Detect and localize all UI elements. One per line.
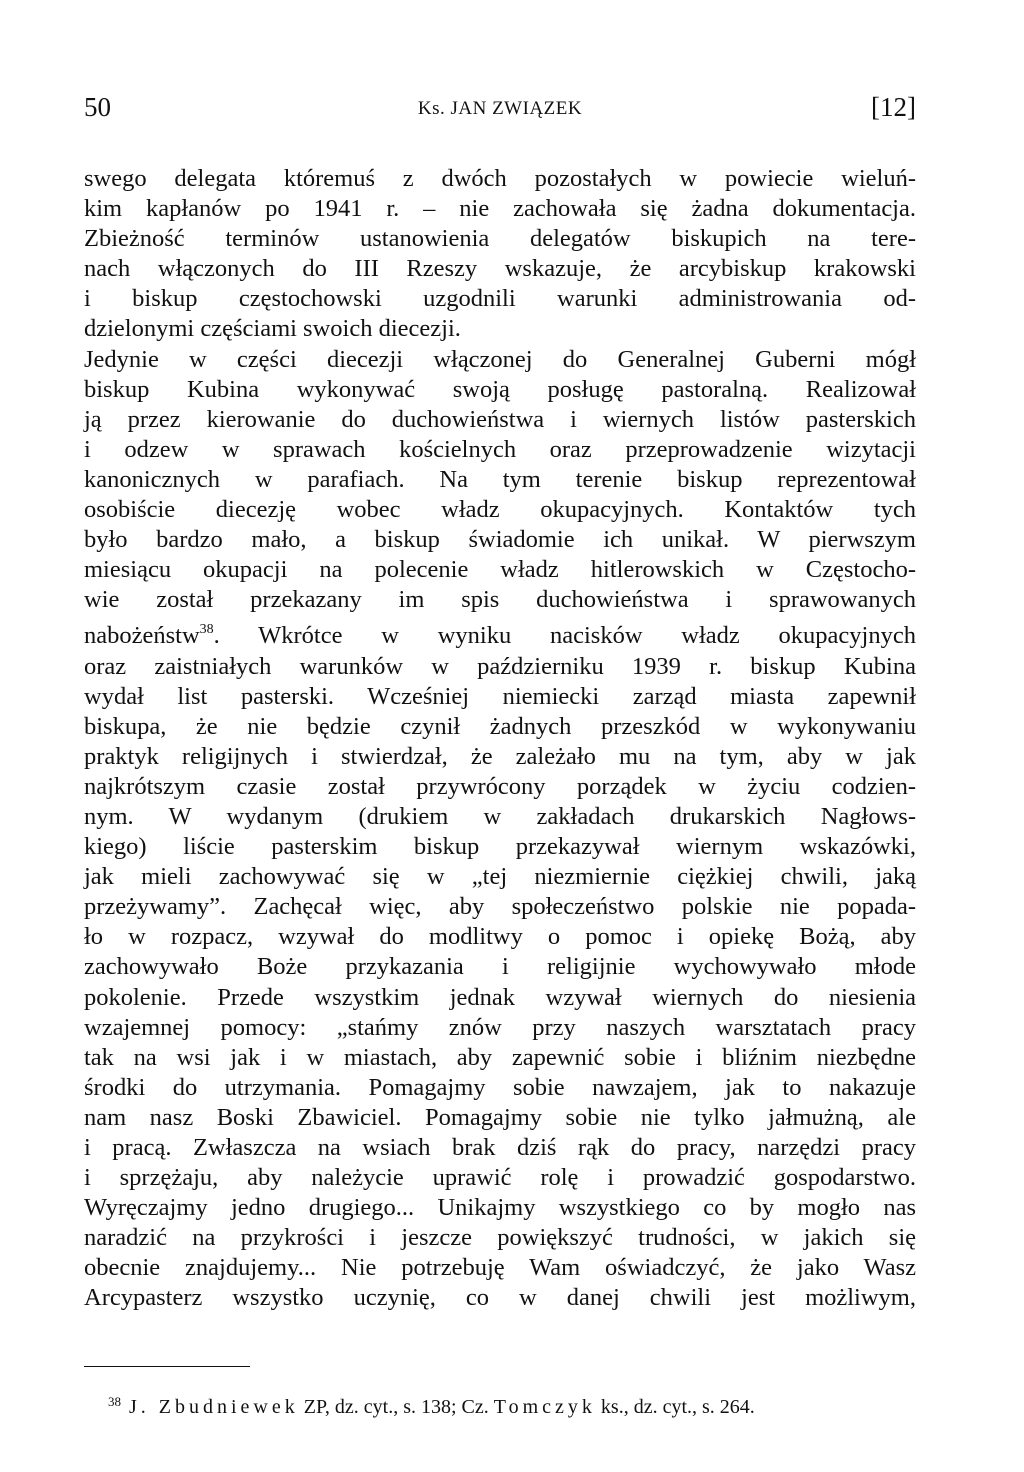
text-line: biskup Kubina wykonywać swoją posługę pastoralną. Realizował <box>84 375 916 403</box>
footnote <box>108 1390 916 1419</box>
text-line: nach włączonych do III Rzeszy wskazuje, że arcybiskup krakowski <box>84 255 916 283</box>
footnote-text: ZP, dz. cyt., s. 138; Cz. <box>298 1396 494 1418</box>
text-line: biskupa, że nie będzie czynił żadnych przeszkód w wykonywaniu <box>84 712 916 740</box>
text-line: i sprzężaju, aby należycie uprawić rolę i prowadzić gospodarstwo. <box>84 1164 916 1192</box>
text-fragment: nabożeństw <box>84 622 200 650</box>
running-header <box>84 92 916 132</box>
footnote-text: ks., dz. cyt., s. 264. <box>595 1396 755 1418</box>
body-text <box>84 164 916 1314</box>
text-line: było bardzo mało, a biskup świadomie ich unikał. W pierwszym <box>84 526 916 554</box>
text-line: Arcypasterz wszystko uczynię, co w danej chwili jest możliwym, <box>84 1284 916 1312</box>
text-line: ją przez kierowanie do duchowieństwa i wiernych listów pasterskich <box>84 405 916 433</box>
section-reference: [12] <box>871 92 916 122</box>
text-line: jak mieli zachowywać się w „tej niezmiernie ciężkiej chwili, jaką <box>84 863 916 891</box>
footnote-divider <box>84 1366 250 1367</box>
text-line: nam nasz Boski Zbawiciel. Pomagajmy sobie nie tylko jałmużną, ale <box>84 1103 916 1131</box>
footnote-number: 38 <box>108 1394 121 1409</box>
text-line: kim kapłanów po 1941 r. – nie zachowała się żadna dokumentacja. <box>84 195 916 223</box>
text-line: najkrótszym czasie został przywrócony porządek w życiu codzien- <box>84 772 916 800</box>
text-line: pokolenie. Przede wszystkim jednak wzywał wiernych do niesienia <box>84 983 916 1011</box>
text-line: swego delegata któremuś z dwóch pozostałych w powiecie wieluń- <box>84 165 916 192</box>
text-line: Zbieżność terminów ustanowienia delegatów biskupich na tere- <box>84 225 916 253</box>
text-line: wie został przekazany im spis duchowieństwa i sprawowanych <box>84 586 916 614</box>
footnote-reference: 38 <box>199 622 214 638</box>
text-line: kanonicznych w parafiach. Na tym terenie biskup reprezentował <box>84 465 916 493</box>
text-line: ło w rozpacz, wzywał do modlitwy o pomoc i opiekę Bożą, aby <box>84 923 916 951</box>
text-line: kiego) liście pasterskim biskup przekazywał wiernym wskazówki, <box>84 833 916 861</box>
text-line: i odzew w sprawach kościelnych oraz przeprowadzenie wizytacji <box>84 435 916 463</box>
text-line-with-footnote-ref <box>84 615 916 651</box>
text-line: i pracą. Zwłaszcza na wsiach brak dziś rąk do pracy, narzędzi pracy <box>84 1134 916 1161</box>
text-line: zachowywało Boże przykazania i religijnie wychowywało młode <box>84 953 916 981</box>
text-line: wzajemnej pomocy: „stańmy znów przy naszych warsztatach pracy <box>84 1013 916 1041</box>
running-author: Ks. JAN ZWIĄZEK <box>417 98 583 119</box>
text-line: naradzić na przykrości i jeszcze powiększyć trudności, w jakich się <box>84 1224 916 1252</box>
text-line: tak na wsi jak i w miastach, aby zapewnić sobie i bliźnim niezbędne <box>84 1043 916 1071</box>
footnote-author: J. Zbudniewek <box>129 1396 299 1418</box>
text-line: nym. W wydanym (drukiem w zakładach drukarskich Nagłows- <box>84 802 916 830</box>
text-line: praktyk religijnych i stwierdzał, że zależało mu na tym, aby w jak <box>84 742 916 770</box>
text-line: i biskup częstochowski uzgodnili warunki administrowania od- <box>84 285 916 313</box>
text-line: Wyręczajmy jedno drugiego... Unikajmy wszystkiego co by mogło nas <box>84 1194 916 1222</box>
text-line: osobiście diecezję wobec władz okupacyjnych. Kontaktów tych <box>84 496 916 524</box>
text-line: wydał list pasterski. Wcześniej niemiecki zarząd miasta zapewnił <box>84 682 916 710</box>
text-fragment: . Wkrótce w wyniku nacisków władz okupacyjnych <box>213 622 916 650</box>
text-line: Jedynie w części diecezji włączonej do Generalnej Guberni mógł <box>84 345 916 373</box>
text-line: środki do utrzymania. Pomagajmy sobie nawzajem, jak to nakazuje <box>84 1073 916 1101</box>
page-number: 50 <box>84 92 111 122</box>
text-line: dzielonymi częściami swoich diecezji. <box>84 315 461 343</box>
text-line: oraz zaistniałych warunków w październiku 1939 r. biskup Kubina <box>84 652 916 680</box>
footnote-author: Tomczyk <box>493 1396 596 1418</box>
text-line: miesiącu okupacji na polecenie władz hitlerowskich w Częstocho- <box>84 556 916 584</box>
text-line: obecnie znajdujemy... Nie potrzebuję Wam oświadczyć, że jako Wasz <box>84 1254 916 1282</box>
text-line: przeżywamy”. Zachęcał więc, aby społeczeństwo polskie nie popada- <box>84 893 916 921</box>
